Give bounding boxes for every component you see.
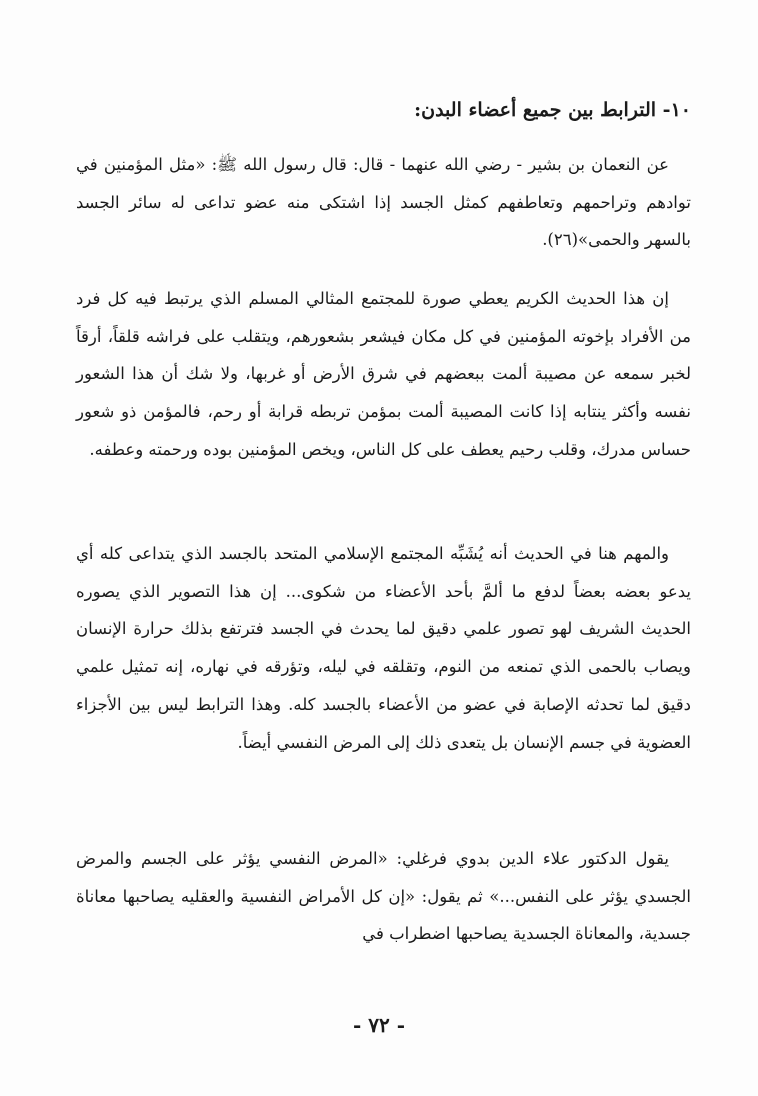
paragraph-hadith: عن النعمان بن بشير - رضي الله عنهما - قال: قال رسول الله ﷺ: «مثل المؤمنين في توادهم وتراحمهم وتعاطفهم كمثل الجسد إذا اشتكى منه عضو تداعى له سائر الجسد بالسهر والحمى»(٢٦). <box>76 155 691 250</box>
paragraph-quote: يقول الدكتور علاء الدين بدوي فرغلي: «المرض النفسي يؤثر على الجسم والمرض الجسدي يؤثر على النفس...» ثم يقول: «إن كل الأمراض النفسية والعقليه يصاحبها معاناة جسدية، والمعاناة الجسدية يصاحبها اضطراب في <box>76 849 691 944</box>
paragraph-analysis: والمهم هنا في الحديث أنه يُشَبِّه المجتمع الإسلامي المتحد بالجسد الذي يتداعى كله أي يدعو بعضه بعضاً لدفع ما ألمَّ بأحد الأعضاء من شكوى... إن هذا التصوير الذي يصوره الحديث الشريف لهو تصور علمي دقيق لما يحدث في الجسد فترتفع بذلك حرارة الإنسان ويصاب بالحمى الذي تمنعه من النوم، وتقلقه في ليله، وتؤرقه في نهاره، إنه تمثيل علمي دقيق لما تحدثه الإصابة في عضو من الأعضاء بالجسد كله. وهذا الترابط ليس بين الأجزاء العضوية في جسم الإنسان بل يتعدى ذلك إلى المرض النفسي أيضاً. <box>76 544 691 752</box>
paragraph-explanation: إن هذا الحديث الكريم يعطي صورة للمجتمع المثالي المسلم الذي يرتبط فيه كل فرد من الأفراد بإخوته المؤمنين في كل مكان فيشعر بشعورهم، ويتقلب على فراشه قلقاً، أرقاً لخبر سمعه عن مصيبة ألمت ببعضهم في شرق الأرض أو غربها، ولا شك أن هذا الشعور نفسه وأكثر ينتابه إذا كانت المصيبة ألمت بمؤمن تربطه قرابة أو رحم، فالمؤمن ذو شعور حساس مدرك، وقلب رحيم يعطف على كل الناس، ويخص المؤمنين بوده ورحمته وعطفه. <box>76 289 691 459</box>
section-heading: ١٠- الترابط بين جميع أعضاء البدن: <box>414 99 691 121</box>
page-number: - ٧٢ - <box>352 1013 405 1037</box>
